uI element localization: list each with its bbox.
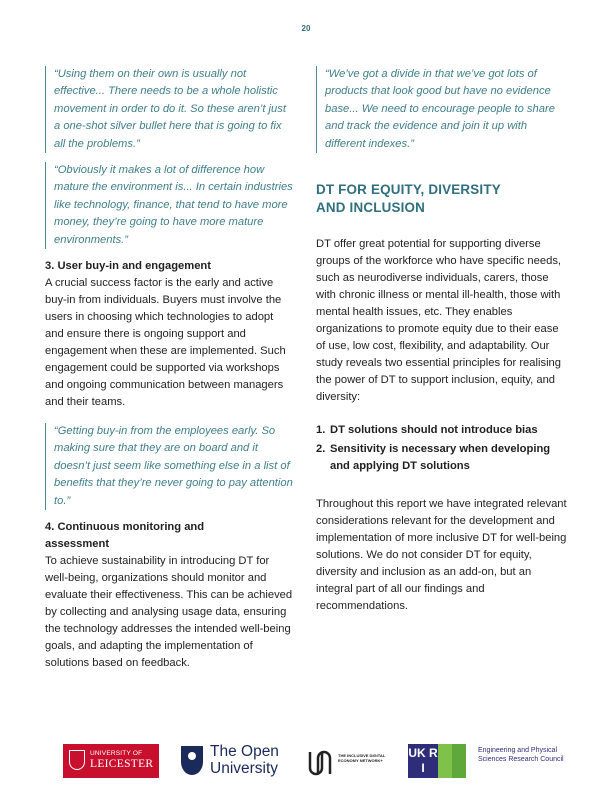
quote-text: “Obviously it makes a lot of difference how mature the environment is... In certain industries like technology, finance, that tend to have more money, they’re going to have more mature environments.” [54,164,293,246]
inclusive-digital-economy-logo [306,746,396,778]
logo-text: University [210,760,279,777]
quote-evidence [316,66,568,153]
section-heading-edi: DT FOR EQUITY, DIVERSITY AND INCLUSION [316,182,501,215]
heading-monitoring: 4. Continuous monitoring and assessment [45,521,205,551]
quote-text: “We’ve got a divide in that we’ve got lots of products that look good but have no evidence base... We need to encourage people to share and track the evidence and join it up with different indexes.” [325,68,555,150]
quote-text: “Using them on their own is usually not effective... There needs to be a whole holistic movement in order to do it. So these aren’t just a one-shot silver bullet here that is going to fix all the problems.” [54,68,286,150]
logo-text: THE INCLUSIVE DIGITAL ECONOMY NETWORK+ [338,753,386,763]
list-text: Sensitivity is necessary when developing and applying DT solutions [330,443,551,473]
ukri-green-block [452,744,466,778]
logo-text: The Open [210,743,279,760]
epsrc-logo-text: Engineering and Physical Sciences Research Council [478,747,564,763]
list-number: 1. [316,424,326,437]
paragraph-edi-conclusion: Throughout this report we have integrated relevant considerations relevant for the development and implementation of more inclusive DT for well-being solutions. We do not consider DT for equity, diversity and inclusion as an add-on, but an integral part of all our findings and recommendations. [316,498,567,613]
right-column [316,66,568,627]
paragraph-edi-intro: DT offer great potential for supporting diverse groups of the workforce who have specific needs, such as neurodiverse individuals, carers, those with chronic illness or mental ill-health, those with mental health issues, etc. They enables organizations to promote equity due to their ease of use, low cost, flexibility, and adaptability. Our study reveals two essential principles for realising the power of DT to support inclusion, equity, and diversity: [316,238,562,404]
open-university-shield-icon [178,744,206,778]
list-number: 2. [316,443,326,456]
left-column [45,66,295,684]
page-number: 20 [301,24,311,33]
logo-text: LEICESTER [90,758,154,770]
heading-user-buy-in: 3. User buy-in and engagement [45,260,211,273]
paragraph-user-buy-in: A crucial success factor is the early and active buy-in from individuals. Buyers must involve the users in choosing which technologies to adopt and ensure there is ongoing support and engagement when these are implemented. Such engagement could be supported via workshops and ongoing communication between managers and their teams. [45,277,286,409]
open-university-logo [178,742,288,780]
list-text: DT solutions should not introduce bias [330,424,538,437]
ukri-mark: UK RI [408,744,438,778]
crest-icon [69,750,85,770]
list-item [316,422,568,439]
footer-logos [60,740,564,782]
quote-buy-in [45,423,295,510]
paragraph-monitoring: To achieve sustainability in introducing DT for well-being, organizations should monitor and evaluate their effectiveness. This can be achieved by collecting and analysing usage data, ensuring the technology addresses the intended well-being goals, and adapting the implementation of solutions based on feedback. [45,555,293,670]
university-of-leicester-logo [63,744,159,778]
quote-text: “Getting buy-in from the employees early. So making sure that they are on board and it doesn’t just seem like something else in a list of benefits that they’re never going to pay attention to.” [54,425,293,507]
list-item [316,441,568,475]
principles-list [316,422,568,475]
ide-network-icon [306,746,336,778]
logo-text: UNIVERSITY OF [90,750,143,757]
ukri-logo [408,744,468,778]
quote-maturity [45,162,295,249]
quote-holistic [45,66,295,153]
